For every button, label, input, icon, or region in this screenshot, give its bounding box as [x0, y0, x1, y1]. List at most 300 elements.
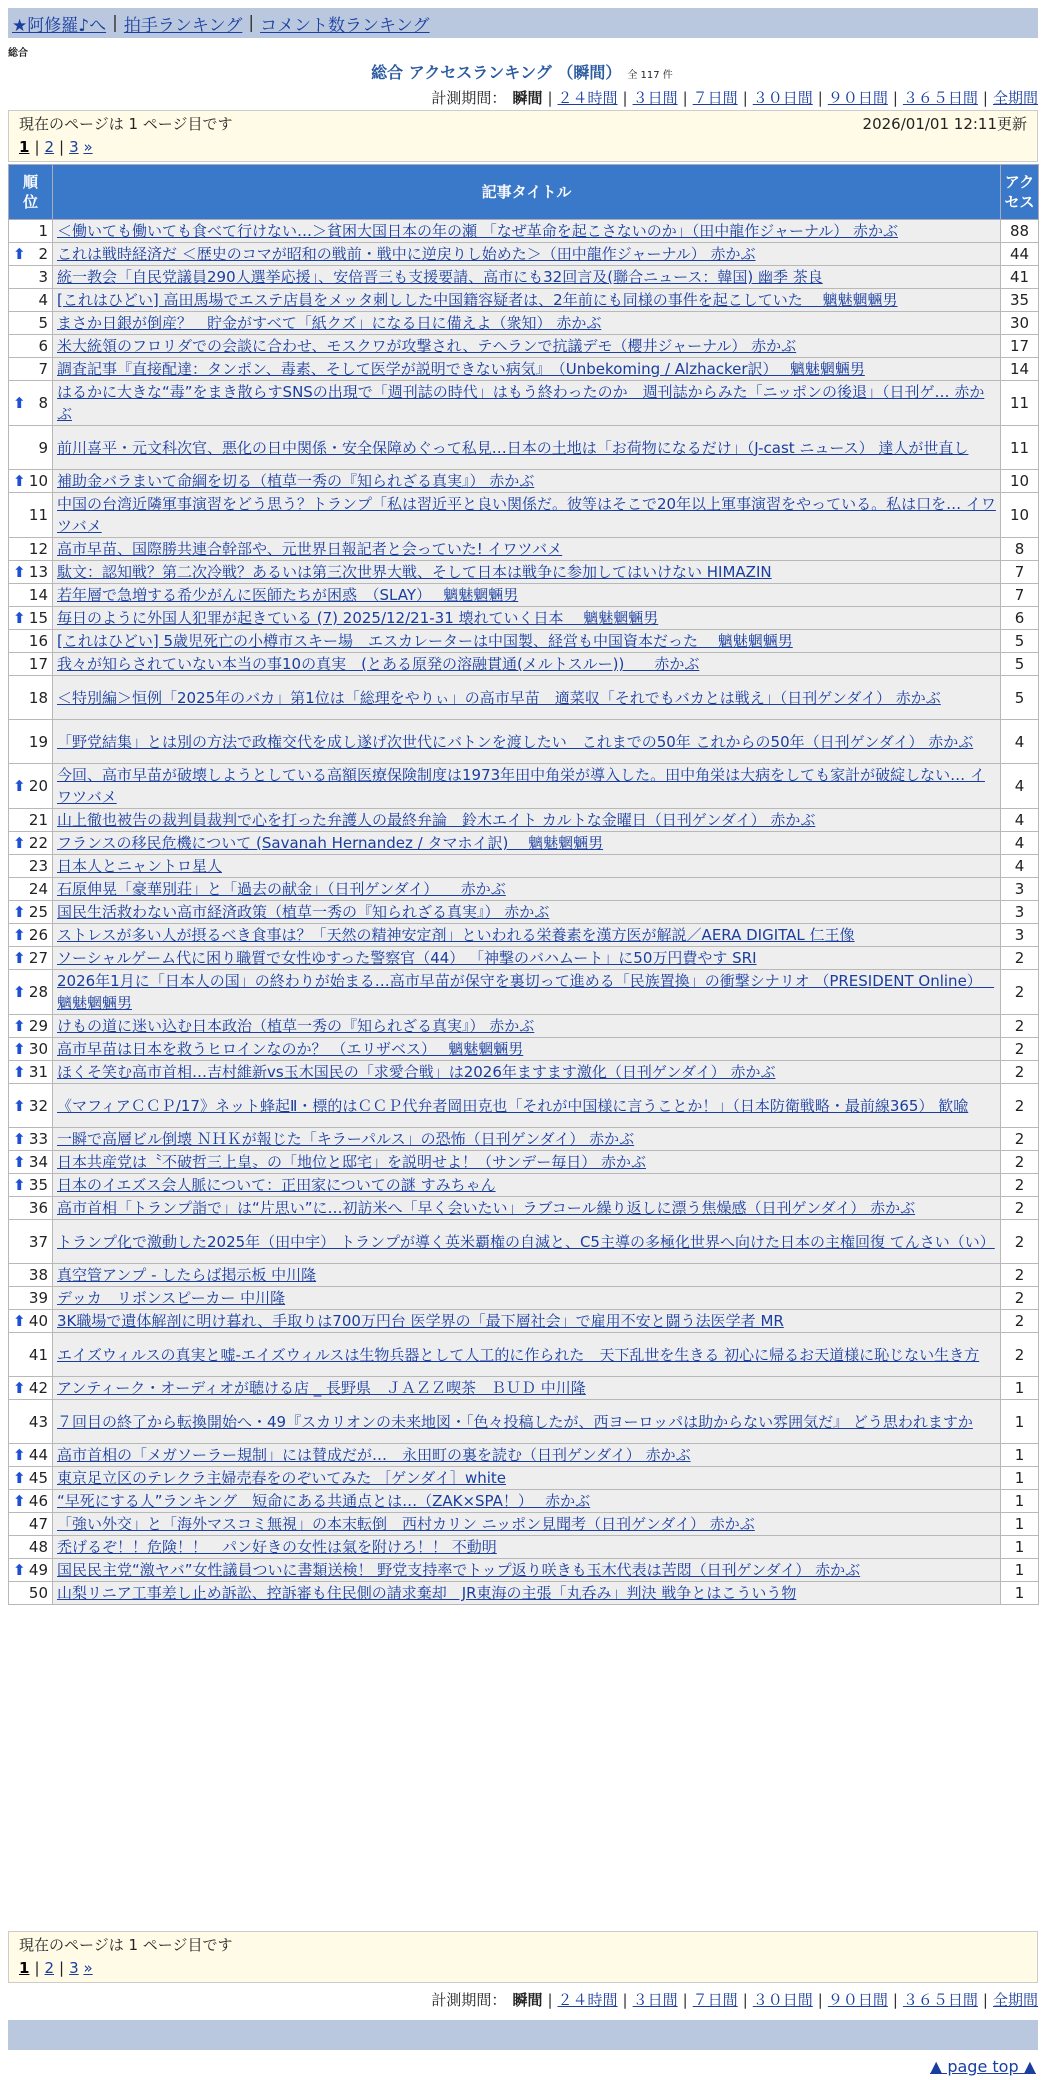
next-page-link[interactable]: »	[83, 138, 93, 156]
access-count: 6	[1001, 607, 1039, 630]
page-info-top	[8, 110, 1038, 162]
article-title-link[interactable]: 日本人とニャントロ星人	[57, 857, 223, 875]
nav-clap-ranking-link[interactable]: 拍手ランキング	[123, 15, 243, 36]
access-count: 11	[1001, 426, 1039, 470]
rank-number: 30	[28, 1040, 48, 1058]
rank-number: 42	[28, 1379, 48, 1397]
table-row	[9, 1174, 1039, 1197]
article-title-link[interactable]: エイズウィルスの真実と嘘-エイズウィルスは生物兵器として人工的に作られた 天下乱世を生きる 初心に帰るお天道様に恥じない生き方	[57, 1345, 980, 1364]
table-row	[9, 1444, 1039, 1467]
article-title-link[interactable]: 若年層で急増する希少がんに医師たちが困惑 （SLAY） 魑魅魍魎男	[57, 586, 519, 604]
table-row	[9, 878, 1039, 901]
rank-cell	[9, 1174, 53, 1197]
article-title-link[interactable]: ソーシャルゲーム代に困り職質で女性ゆすった警察官（44） 「神撃のバハムート」に50万円費やす SRI	[57, 949, 757, 967]
up-arrow-icon: ⬆	[13, 983, 26, 1001]
access-count: 2	[1001, 1061, 1039, 1084]
access-count: 10	[1001, 470, 1039, 493]
rank-cell	[9, 381, 53, 426]
table-row	[9, 1536, 1039, 1559]
access-count: 2	[1001, 1287, 1039, 1310]
article-title-link[interactable]: 《マフィアＣＣＰ/17》ネット蜂起Ⅱ・標的はＣＣＰ代弁者岡田克也「それが中国様に言うことか！」（日本防衛戦略・最前線365） 歓喩	[57, 1096, 969, 1115]
rank-cell	[9, 1377, 53, 1400]
title-cell	[53, 970, 1001, 1015]
table-row	[9, 1559, 1039, 1582]
rank-cell	[9, 1061, 53, 1084]
article-title-link[interactable]: 「強い外交」と「海外マスコミ無視」の本末転倒 西村カリン ニッポン見聞考（日刊ゲンダイ） 赤かぶ	[57, 1515, 755, 1533]
access-count: 1	[1001, 1513, 1039, 1536]
access-count: 4	[1001, 720, 1039, 764]
table-row	[9, 1038, 1039, 1061]
pagination-separator: |	[59, 138, 65, 156]
rank-number: 36	[28, 1199, 48, 1217]
article-title-link[interactable]: 我々が知らされていない本当の事10の真実 (とある原発の溶融貫通(メルトスルー)) 赤かぶ	[57, 655, 700, 673]
pagination-top	[19, 138, 1027, 156]
table-row	[9, 493, 1039, 538]
title-cell	[53, 855, 1001, 878]
period-option[interactable]: 全期間	[992, 89, 1038, 107]
access-count: 10	[1001, 493, 1039, 538]
rank-number: 35	[28, 1176, 48, 1194]
period-option[interactable]: ３日間	[632, 1991, 678, 2009]
page-info-bottom	[8, 1931, 1038, 1983]
table-row	[9, 470, 1039, 493]
rank-cell	[9, 1084, 53, 1128]
title-cell	[53, 676, 1001, 720]
access-count: 2	[1001, 1084, 1039, 1128]
access-count: 1	[1001, 1490, 1039, 1513]
page-link[interactable]: 1	[19, 138, 30, 156]
nav-comment-ranking-link[interactable]: コメント数ランキング	[260, 15, 430, 36]
period-option[interactable]: ３０日間	[752, 89, 813, 107]
article-title-link[interactable]: 真空管アンプ - したらば掲示板 中川隆	[57, 1266, 317, 1284]
rank-number: 18	[28, 688, 48, 707]
article-title-link[interactable]: 石原伸晃「豪華別荘」と「過去の献金」（日刊ゲンダイ） 赤かぶ	[57, 880, 506, 898]
ranking-table-body	[9, 220, 1039, 1605]
page-link[interactable]: 3	[69, 1959, 79, 1977]
rank-number: 25	[28, 903, 48, 921]
rank-number: 38	[28, 1266, 48, 1284]
article-title-link[interactable]: “早死にする人”ランキング 短命にある共通点とは…（ZAK×SPA！） 赤かぶ	[57, 1492, 591, 1510]
updated-time: 2026/01/01 12:11更新	[862, 115, 1027, 133]
period-separator: |	[682, 89, 688, 107]
access-count: 2	[1001, 1220, 1039, 1264]
article-title-link[interactable]: ＜働いても働いても食べて行けない…＞貧困大国日本の年の瀬 「なぜ革命を起こさないのか」（田中龍作ジャーナル） 赤かぶ	[57, 222, 898, 240]
access-count: 2	[1001, 1310, 1039, 1333]
section-label: 総合	[8, 48, 28, 59]
up-arrow-icon: ⬆	[13, 1469, 26, 1487]
rank-cell	[9, 584, 53, 607]
rank-cell	[9, 561, 53, 584]
article-title-link[interactable]: 山梨リニア工事差し止め訴訟、控訴審も住民側の請求棄却 JR東海の主張「丸呑み」判決 戦争とはこういう物	[57, 1584, 797, 1602]
rank-cell	[9, 630, 53, 653]
rank-cell	[9, 676, 53, 720]
article-title-link[interactable]: 前川喜平・元文科次官、悪化の日中関係・安全保障めぐって私見…日本の土地は「お荷物になるだけ」（J-cast ニュース） 達人が世直し	[57, 438, 969, 457]
access-count: 35	[1001, 289, 1039, 312]
article-title-link[interactable]: ストレスが多い人が摂るべき食事は？「天然の精神安定剤」といわれる栄養素を漢方医が解説／AERA DIGITAL 仁王像	[57, 926, 855, 944]
access-column-header	[1001, 165, 1039, 220]
rank-cell	[9, 1490, 53, 1513]
period-label: 計測期間：	[431, 1991, 507, 2009]
rank-number: 4	[38, 291, 48, 309]
rank-cell	[9, 426, 53, 470]
article-title-link[interactable]: 国民民主党“激ヤバ”女性議員ついに書類送検！ 野党支持率でトップ返り咲きも玉木代表は苦悶（日刊ゲンダイ） 赤かぶ	[57, 1561, 861, 1579]
rank-number: 6	[38, 337, 48, 355]
title-cell	[53, 1264, 1001, 1287]
rank-cell	[9, 1151, 53, 1174]
access-count: 1	[1001, 1377, 1039, 1400]
current-page-text: 現在のページは 1 ページ目です	[19, 115, 233, 133]
title-cell	[53, 1333, 1001, 1377]
period-separator: |	[547, 89, 553, 107]
table-row	[9, 653, 1039, 676]
title-cell	[53, 947, 1001, 970]
up-arrow-icon: ⬆	[13, 472, 26, 490]
access-count: 5	[1001, 630, 1039, 653]
period-option[interactable]: ３０日間	[752, 1991, 813, 2009]
article-title-link[interactable]: [これはひどい] 高田馬場でエステ店員をメッタ刺しした中国籍容疑者は、2年前にも同様の事件を起こしていた 魑魅魍魎男	[57, 291, 898, 309]
rank-number: 16	[28, 632, 48, 650]
article-title-link[interactable]: 国民生活救わない高市経済政策（植草一秀の『知られざる真実』） 赤かぶ	[57, 903, 550, 921]
title-cell	[53, 924, 1001, 947]
rank-cell	[9, 1197, 53, 1220]
title-cell	[53, 607, 1001, 630]
title-cell	[53, 381, 1001, 426]
rank-number: 46	[28, 1492, 48, 1510]
rank-cell	[9, 764, 53, 809]
rank-number: 29	[28, 1017, 48, 1035]
rank-column-header	[9, 165, 53, 220]
article-title-link[interactable]: ＜特別編＞恒例「2025年のバカ」第1位は「総理をやりぃ」の高市早苗 適菜収「それでもバカとは戦え」（日刊ゲンダイ） 赤かぶ	[57, 688, 941, 707]
period-option[interactable]: ９０日間	[827, 1991, 888, 2009]
table-row	[9, 1197, 1039, 1220]
rank-number: 41	[28, 1345, 48, 1364]
period-option[interactable]: ３日間	[632, 89, 678, 107]
table-row	[9, 266, 1039, 289]
rank-cell	[9, 1287, 53, 1310]
access-count: 2	[1001, 970, 1039, 1015]
access-count: 1	[1001, 1467, 1039, 1490]
access-count: 11	[1001, 381, 1039, 426]
page-top-link[interactable]: ▲ page top ▲	[929, 2057, 1036, 2076]
rank-number: 49	[28, 1561, 48, 1579]
title-cell	[53, 1015, 1001, 1038]
article-title-link[interactable]: 統一教会「自民党議員290人選挙応援」、安倍晋三も支援要請、高市にも32回言及(聯合ニュース：韓国) 幽季 茶良	[57, 268, 823, 286]
rank-number: 28	[28, 983, 48, 1001]
up-arrow-icon: ⬆	[13, 1176, 26, 1194]
rank-cell	[9, 335, 53, 358]
table-row	[9, 312, 1039, 335]
nav-home-link[interactable]: ★阿修羅♪へ	[12, 15, 107, 36]
access-count: 2	[1001, 1128, 1039, 1151]
up-arrow-icon: ⬆	[13, 609, 26, 627]
page-link[interactable]: 2	[44, 1959, 55, 1977]
article-title-link[interactable]: デッカ リボンスピーカー 中川隆	[57, 1289, 286, 1307]
article-title-link[interactable]: 中国の台湾近隣軍事演習をどう思う？トランプ「私は習近平と良い関係だ。彼等はそこで20年以上軍事演習をやっている。私は口を… イワツバメ	[57, 495, 996, 535]
up-arrow-icon: ⬆	[13, 1130, 26, 1148]
title-cell	[53, 1536, 1001, 1559]
access-count: 3	[1001, 878, 1039, 901]
article-title-link[interactable]: [これはひどい] 5歳児死亡の小樽市スキー場 エスカレーターは中国製、経営も中国資本だった 魑魅魍魎男	[57, 632, 793, 650]
article-title-link[interactable]: ほくそ笑む高市首相…吉村維新vs玉木国民の「求愛合戦」は2026年ますます激化（日刊ゲンダイ） 赤かぶ	[57, 1063, 776, 1081]
rank-number: 13	[28, 563, 48, 581]
rank-number: 22	[28, 834, 48, 852]
rank-cell	[9, 1582, 53, 1605]
table-row	[9, 1151, 1039, 1174]
title-cell	[53, 312, 1001, 335]
access-count: 3	[1001, 901, 1039, 924]
up-arrow-icon: ⬆	[13, 1446, 26, 1464]
rank-number: 21	[28, 811, 48, 829]
article-title-link[interactable]: 山上徹也被告の裁判員裁判で心を打った弁護人の最終弁論 鈴木エイト カルトな金曜日（日刊ゲンダイ） 赤かぶ	[57, 811, 816, 829]
period-option[interactable]: ７日間	[692, 89, 738, 107]
title-cell	[53, 630, 1001, 653]
up-arrow-icon: ⬆	[13, 1561, 26, 1579]
page-link[interactable]: 1	[19, 1959, 30, 1977]
rank-cell	[9, 607, 53, 630]
rank-cell	[9, 470, 53, 493]
rank-number: 43	[28, 1412, 48, 1431]
rank-cell	[9, 220, 53, 243]
period-selector-bottom	[431, 1989, 1038, 2010]
article-title-link[interactable]: ７回目の終了から転換開始へ・49『スカリオンの未来地図・「色々投稿したが、西ヨーロッパは助からない雰囲気だ』 どう思われますか	[57, 1412, 973, 1431]
access-count: 41	[1001, 266, 1039, 289]
table-row	[9, 764, 1039, 809]
page-title: 総合 アクセスランキング （瞬間）	[371, 63, 622, 82]
current-page-text: 現在のページは 1 ページ目です	[19, 1936, 233, 1954]
table-row	[9, 1377, 1039, 1400]
up-arrow-icon: ⬆	[13, 1312, 26, 1330]
table-row	[9, 901, 1039, 924]
rank-number: 3	[38, 268, 48, 286]
table-row	[9, 809, 1039, 832]
rank-cell	[9, 266, 53, 289]
rank-cell	[9, 1536, 53, 1559]
rank-cell	[9, 720, 53, 764]
rank-number: 33	[28, 1130, 48, 1148]
table-row	[9, 1084, 1039, 1128]
article-title-link[interactable]: はるかに大きな“毒”をまき散らすSNSの出現で「週刊誌の時代」はもう終わったのか 週刊誌からみた「ニッポンの後退」（日刊ゲ… 赤かぶ	[57, 383, 985, 423]
access-count: 14	[1001, 358, 1039, 381]
rank-number: 19	[28, 732, 48, 751]
title-cell	[53, 653, 1001, 676]
title-cell	[53, 493, 1001, 538]
rank-number: 48	[28, 1538, 48, 1556]
table-row	[9, 1287, 1039, 1310]
table-row	[9, 426, 1039, 470]
nav-separator: |	[248, 13, 255, 33]
article-title-link[interactable]: 2026年1月に「日本人の国」の終わりが始まる…高市早苗が保守を裏切って進める「民族置換」の衝撃シナリオ （PRESIDENT Online） 魑魅魍魎男	[57, 972, 995, 1012]
rank-number: 45	[28, 1469, 48, 1487]
rank-cell	[9, 358, 53, 381]
table-row	[9, 607, 1039, 630]
article-title-link[interactable]: 米大統領のフロリダでの会談に合わせ、モスクワが攻撃され、テヘランで抗議デモ（櫻井ジャーナル） 赤かぶ	[57, 337, 797, 355]
article-title-link[interactable]: フランスの移民危機について (Savanah Hernandez / タマホイ訳) 魑魅魍魎男	[57, 834, 604, 852]
rank-number: 24	[28, 880, 48, 898]
rank-cell	[9, 924, 53, 947]
title-cell	[53, 470, 1001, 493]
title-cell	[53, 1559, 1001, 1582]
title-cell	[53, 809, 1001, 832]
rank-number: 37	[28, 1232, 48, 1251]
period-label: 計測期間：	[431, 89, 507, 107]
article-title-link[interactable]: トランプ化で激動した2025年（田中宇） トランプが導く英米覇権の自滅と、C5主導の多極化世界へ向けた日本の主権回復 てんさい（い）	[57, 1232, 995, 1251]
title-cell	[53, 335, 1001, 358]
article-title-link[interactable]: 禿げるぞ！！危険！！ パン好きの女性は氣を附けろ！！ 不動明	[57, 1538, 497, 1556]
article-title-link[interactable]: 3K職場で遺体解剖に明け暮れ、手取りは700万円台 医学界の「最下層社会」で雇用不安と闘う法医学者 MR	[57, 1312, 784, 1330]
bottom-bar	[8, 2020, 1038, 2050]
access-count: 1	[1001, 1559, 1039, 1582]
pagination-separator: |	[34, 1959, 40, 1977]
table-row	[9, 924, 1039, 947]
title-cell	[53, 1151, 1001, 1174]
article-title-link[interactable]: けもの道に迷い込む日本政治（植草一秀の『知られざる真実』） 赤かぶ	[57, 1017, 535, 1035]
access-count: 2	[1001, 1197, 1039, 1220]
rank-number: 15	[28, 609, 48, 627]
rank-number: 23	[28, 857, 48, 875]
up-arrow-icon: ⬆	[13, 926, 26, 944]
rank-number: 17	[28, 655, 48, 673]
access-count: 4	[1001, 809, 1039, 832]
nav-separator: |	[112, 13, 118, 33]
article-title-link[interactable]: 東京足立区のテレクラ主婦売春をのぞいてみた ［ゲンダイ］white	[57, 1469, 507, 1487]
up-arrow-icon: ⬆	[13, 1096, 26, 1115]
article-title-link[interactable]: 高市早苗、国際勝共連合幹部や、元世界日報記者と会っていた! イワツバメ	[57, 540, 563, 558]
rank-number: 50	[28, 1584, 48, 1602]
page-link[interactable]: 3	[69, 138, 79, 156]
period-separator: |	[817, 1991, 823, 2009]
table-row	[9, 358, 1039, 381]
access-count: 88	[1001, 220, 1039, 243]
period-option[interactable]: ３６５日間	[902, 1991, 978, 2009]
pagination-separator: |	[34, 138, 40, 156]
rank-number: 39	[28, 1289, 48, 1307]
access-header-label: アクセス	[1004, 173, 1035, 211]
ranking-table	[8, 164, 1039, 1605]
access-count: 4	[1001, 855, 1039, 878]
rank-header-label: 順位	[22, 173, 38, 211]
up-arrow-icon: ⬆	[13, 949, 26, 967]
title-column-header: 記事タイトル	[53, 165, 1001, 220]
rank-cell	[9, 947, 53, 970]
title-cell	[53, 1061, 1001, 1084]
article-title-link[interactable]: 高市首相「トランプ詣で」は“片思い”に…初訪米へ「早く会いたい」ラブコール繰り返しに漂う焦燥感（日刊ゲンダイ） 赤かぶ	[57, 1199, 916, 1217]
table-row	[9, 1400, 1039, 1444]
period-option[interactable]: ２４時間	[557, 1991, 618, 2009]
period-option: 瞬間	[512, 1991, 543, 2009]
article-title-link[interactable]: 一瞬で高層ビル倒壊 ＮＨＫが報じた「キラーパルス」の恐怖（日刊ゲンダイ） 赤かぶ	[57, 1130, 635, 1148]
period-option[interactable]: ３６５日間	[902, 89, 978, 107]
title-cell	[53, 1038, 1001, 1061]
period-separator: |	[742, 89, 748, 107]
access-count: 44	[1001, 243, 1039, 266]
period-option[interactable]: ９０日間	[827, 89, 888, 107]
period-option[interactable]: ２４時間	[557, 89, 618, 107]
access-count: 2	[1001, 1038, 1039, 1061]
access-count: 1	[1001, 1444, 1039, 1467]
period-option[interactable]: ７日間	[692, 1991, 738, 2009]
period-selector-top	[431, 87, 1038, 108]
title-cell	[53, 358, 1001, 381]
article-title-link[interactable]: 「野党結集」とは別の方法で政権交代を成し遂げ次世代にバトンを渡したい これまでの50年 これからの50年（日刊ゲンダイ） 赤かぶ	[57, 732, 974, 751]
title-cell	[53, 878, 1001, 901]
title-cell	[53, 1444, 1001, 1467]
table-row	[9, 676, 1039, 720]
table-row	[9, 1310, 1039, 1333]
table-row	[9, 855, 1039, 878]
article-title-link[interactable]: 今回、高市早苗が破壊しようとしている高額医療保険制度は1973年田中角栄が導入した。田中角栄は大病をしても家計が破綻しない… イワツバメ	[57, 766, 985, 806]
rank-cell	[9, 1128, 53, 1151]
table-row	[9, 1015, 1039, 1038]
article-title-link[interactable]: 補助金バラまいて命綱を切る（植草一秀の『知られざる真実』） 赤かぶ	[57, 472, 535, 490]
title-cell	[53, 1582, 1001, 1605]
period-separator: |	[892, 1991, 898, 2009]
article-title-link[interactable]: 駄文：認知戦？第二次冷戦？あるいは第三次世界大戦、そして日本は戦争に参加してはいけない HIMAZIN	[57, 563, 772, 581]
table-header-row	[9, 165, 1039, 220]
access-count: 5	[1001, 653, 1039, 676]
article-title-link[interactable]: 毎日のように外国人犯罪が起きている (7) 2025/12/21-31 壊れていく日本 魑魅魍魎男	[57, 609, 659, 627]
access-count: 2	[1001, 947, 1039, 970]
title-cell	[53, 1377, 1001, 1400]
period-separator: |	[982, 1991, 988, 2009]
page-link[interactable]: 2	[44, 138, 55, 156]
article-title-link[interactable]: まさか日銀が倒産？ 貯金がすべて「紙クズ」になる日に備えよ（衆知） 赤かぶ	[57, 314, 602, 332]
title-cell	[53, 1400, 1001, 1444]
up-arrow-icon: ⬆	[13, 834, 26, 852]
access-count: 1	[1001, 1582, 1039, 1605]
article-title-link[interactable]: アンティーク・オーディオが聴ける店 _ 長野県 ＪＡＺＺ喫茶 ＢＵＤ 中川隆	[57, 1379, 586, 1397]
up-arrow-icon: ⬆	[13, 245, 26, 263]
rank-cell	[9, 1467, 53, 1490]
table-row	[9, 561, 1039, 584]
rank-number: 10	[28, 472, 48, 490]
rank-cell	[9, 901, 53, 924]
rank-number: 32	[28, 1096, 48, 1115]
table-row	[9, 1467, 1039, 1490]
rank-cell	[9, 1513, 53, 1536]
table-row	[9, 970, 1039, 1015]
table-row	[9, 1513, 1039, 1536]
period-option[interactable]: 全期間	[992, 1991, 1038, 2009]
table-row	[9, 289, 1039, 312]
period-separator: |	[622, 1991, 628, 2009]
title-cell	[53, 289, 1001, 312]
article-title-link[interactable]: 高市早苗は日本を救うヒロインなのか？ （エリザベス） 魑魅魍魎男	[57, 1040, 524, 1058]
next-page-link[interactable]: »	[83, 1959, 93, 1977]
up-arrow-icon: ⬆	[13, 394, 26, 412]
rank-cell	[9, 1220, 53, 1264]
up-arrow-icon: ⬆	[13, 903, 26, 921]
article-title-link[interactable]: 日本のイエズス会人脈について：正田家についての謎 すみちゃん	[57, 1176, 496, 1194]
title-cell	[53, 220, 1001, 243]
up-arrow-icon: ⬆	[13, 1153, 26, 1171]
rank-number: 12	[28, 540, 48, 558]
title-cell	[53, 1467, 1001, 1490]
table-row	[9, 335, 1039, 358]
rank-number: 8	[38, 394, 48, 412]
rank-cell	[9, 653, 53, 676]
rank-cell	[9, 1038, 53, 1061]
rank-number: 9	[38, 438, 48, 457]
article-title-link[interactable]: 高市首相の「メガソーラー規制」には賛成だが… 永田町の裏を読む（日刊ゲンダイ） 赤かぶ	[57, 1446, 691, 1464]
rank-number: 44	[28, 1446, 48, 1464]
rank-cell	[9, 538, 53, 561]
article-title-link[interactable]: 調査記事『直接配達：タンポン、毒素、そして医学が説明できない病気』 （Unbekoming / Alzhacker訳） 魑魅魍魎男	[57, 360, 865, 378]
article-title-link[interactable]: 日本共産党は〝不破哲三上皇〟の「地位と邸宅」を説明せよ！（サンデー毎日） 赤かぶ	[57, 1153, 647, 1171]
rank-cell	[9, 1400, 53, 1444]
rank-cell	[9, 1559, 53, 1582]
title-cell	[53, 720, 1001, 764]
article-title-link[interactable]: これは戦時経済だ ＜歴史のコマが昭和の戦前・戦中に逆戻りし始めた＞（田中龍作ジャーナル） 赤かぶ	[57, 245, 756, 263]
